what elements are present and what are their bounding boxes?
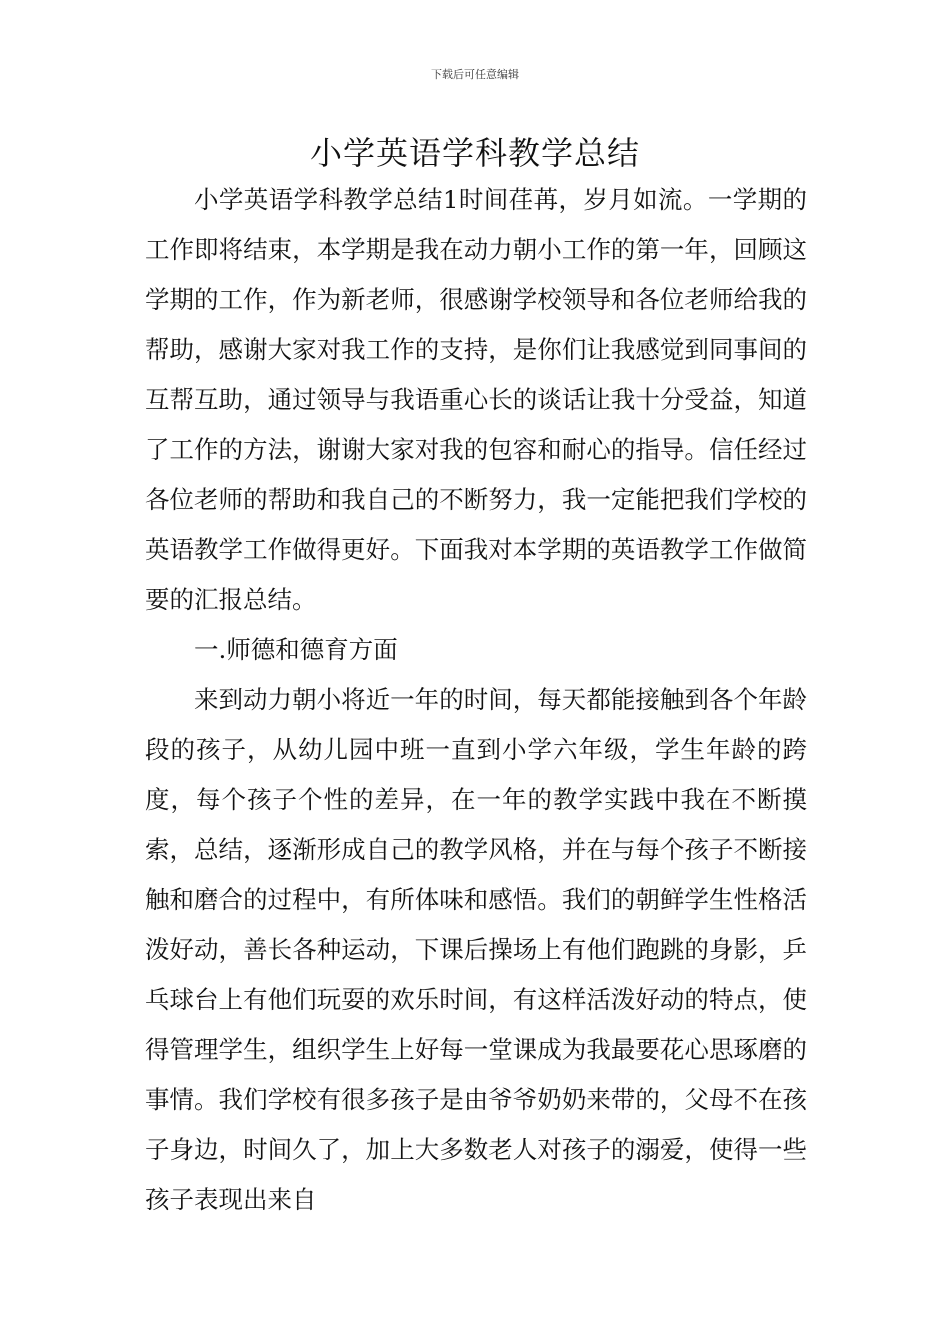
document-body	[145, 175, 807, 1225]
header-note: 下载后可任意编辑	[431, 68, 519, 81]
paragraph-intro: 小学英语学科教学总结1时间荏苒，岁月如流。一学期的工作即将结束，本学期是我在动力朝小工作的第一年，回顾这学期的工作，作为新老师，很感谢学校领导和各位老师给我的帮助，感谢大家对我工作的支持，是你们让我感觉到同事间的互帮互助，通过领导与我语重心长的谈话让我十分受益，知道了工作的方法，谢谢大家对我的包容和耐心的指导。信任经过各位老师的帮助和我自己的不断努力，我一定能把我们学校的英语教学工作做得更好。下面我对本学期的英语教学工作做简要的汇报总结。	[145, 185, 807, 614]
paragraph-ethics: 来到动力朝小将近一年的时间，每天都能接触到各个年龄段的孩子，从幼儿园中班一直到小学六年级，学生年龄的跨度，每个孩子个性的差异，在一年的教学实践中我在不断摸索，总结，逐渐形成自己的教学风格，并在与每个孩子不断接触和磨合的过程中，有所体味和感悟。我们的朝鲜学生性格活泼好动，善长各种运动，下课后操场上有他们跑跳的身影，乒乓球台上有他们玩耍的欢乐时间，有这样活泼好动的特点，使得管理学生，组织学生上好每一堂课成为我最要花心思琢磨的事情。我们学校有很多孩子是由爷爷奶奶来带的，父母不在孩子身边，时间久了，加上大多数老人对孩子的溺爱，使得一些孩子表现出来自	[145, 685, 807, 1214]
document-title: 小学英语学科教学总结	[309, 134, 640, 172]
section-heading-ethics: 一.师德和德育方面	[194, 635, 398, 664]
